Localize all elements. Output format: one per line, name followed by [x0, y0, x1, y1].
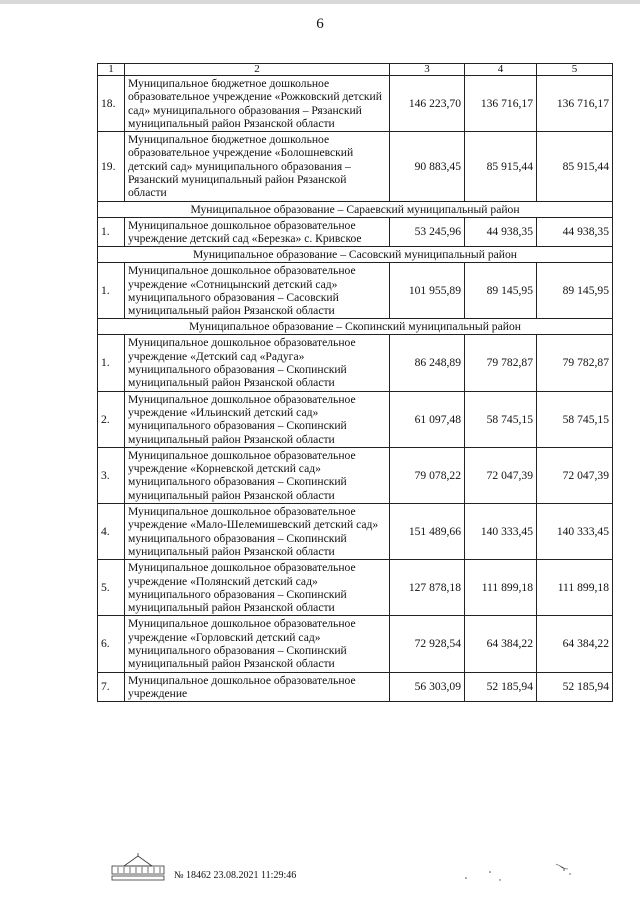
table-row [98, 616, 613, 672]
table-row [98, 76, 613, 132]
scan-marks-icon [460, 860, 580, 888]
value-col-5: 140 333,45 [537, 504, 613, 560]
table-row [98, 504, 613, 560]
section-row [98, 319, 613, 335]
section-row [98, 247, 613, 263]
value-col-4: 85 915,44 [465, 132, 537, 201]
section-title: Муниципальное образование – Сасовский муниципальный район [98, 247, 613, 263]
value-col-5: 79 782,87 [537, 335, 613, 391]
value-col-4: 44 938,35 [465, 217, 537, 247]
institution-name: Муниципальное бюджетное дошкольное образовательное учреждение «Рожковский детский сад» муниципального образования – Рязанский муниципальный район Рязанской области [125, 76, 390, 132]
table-row [98, 263, 613, 319]
value-col-5: 85 915,44 [537, 132, 613, 201]
institution-name: Муниципальное дошкольное образовательное учреждение «Ильинский детский сад» муниципального образования – Скопинский муниципальный район Рязанской области [125, 391, 390, 447]
value-col-3: 101 955,89 [390, 263, 465, 319]
row-number: 3. [98, 447, 125, 503]
row-number: 5. [98, 560, 125, 616]
value-col-5: 72 047,39 [537, 447, 613, 503]
section-title: Муниципальное образование – Сараевский муниципальный район [98, 201, 613, 217]
value-col-5: 136 716,17 [537, 76, 613, 132]
value-col-4: 140 333,45 [465, 504, 537, 560]
value-col-4: 89 145,95 [465, 263, 537, 319]
row-number: 2. [98, 391, 125, 447]
table-row [98, 391, 613, 447]
value-col-3: 90 883,45 [390, 132, 465, 201]
institution-name: Муниципальное бюджетное дошкольное образовательное учреждение «Болошневский детский сад» муниципального образования – Рязанский муниципальный район Рязанской области [125, 132, 390, 201]
row-number: 7. [98, 672, 125, 702]
value-col-5: 111 899,18 [537, 560, 613, 616]
section-row [98, 201, 613, 217]
value-col-3: 79 078,22 [390, 447, 465, 503]
header-cell-5: 5 [537, 64, 613, 76]
table-row [98, 672, 613, 702]
value-col-5: 89 145,95 [537, 263, 613, 319]
page-number: 6 [316, 16, 324, 32]
table-row [98, 335, 613, 391]
table-row [98, 560, 613, 616]
value-col-4: 72 047,39 [465, 447, 537, 503]
institution-name: Муниципальное дошкольное образовательное учреждение «Полянский детский сад» муниципального образования – Скопинский муниципальный район Рязанской области [125, 560, 390, 616]
value-col-3: 86 248,89 [390, 335, 465, 391]
institution-name: Муниципальное дошкольное образовательное учреждение «Сотницынский детский сад» муниципального образования – Сасовский муниципальный район Рязанской области [125, 263, 390, 319]
header-cell-2: 2 [125, 64, 390, 76]
scan-top-edge [0, 0, 640, 4]
row-number: 1. [98, 263, 125, 319]
institution-name: Муниципальное дошкольное образовательное учреждение детский сад «Березка» с. Кривское [125, 217, 390, 247]
value-col-5: 52 185,94 [537, 672, 613, 702]
value-col-3: 53 245,96 [390, 217, 465, 247]
value-col-4: 136 716,17 [465, 76, 537, 132]
value-col-3: 127 878,18 [390, 560, 465, 616]
table-row [98, 132, 613, 201]
value-col-5: 64 384,22 [537, 616, 613, 672]
value-col-3: 146 223,70 [390, 76, 465, 132]
value-col-4: 64 384,22 [465, 616, 537, 672]
row-number: 18. [98, 76, 125, 132]
institution-name: Муниципальное дошкольное образовательное учреждение «Мало-Шелемишевский детский сад» муниципального образования – Скопинский муниципальный район Рязанской области [125, 504, 390, 560]
value-col-4: 58 745,15 [465, 391, 537, 447]
institution-name: Муниципальное дошкольное образовательное учреждение [125, 672, 390, 702]
value-col-5: 58 745,15 [537, 391, 613, 447]
row-number: 1. [98, 217, 125, 247]
value-col-3: 56 303,09 [390, 672, 465, 702]
value-col-4: 111 899,18 [465, 560, 537, 616]
value-col-4: 79 782,87 [465, 335, 537, 391]
row-number: 1. [98, 335, 125, 391]
value-col-4: 52 185,94 [465, 672, 537, 702]
header-row [98, 64, 613, 76]
row-number: 4. [98, 504, 125, 560]
value-col-3: 61 097,48 [390, 391, 465, 447]
header-cell-3: 3 [390, 64, 465, 76]
section-title: Муниципальное образование – Скопинский муниципальный район [98, 319, 613, 335]
value-col-3: 151 489,66 [390, 504, 465, 560]
registry-stamp-icon [110, 852, 166, 882]
row-number: 19. [98, 132, 125, 201]
institution-name: Муниципальное дошкольное образовательное учреждение «Детский сад «Радуга» муниципального образования – Скопинский муниципальный район Рязанской области [125, 335, 390, 391]
header-cell-1: 1 [98, 64, 125, 76]
registration-stamp: № 18462 23.08.2021 11:29:46 [174, 870, 297, 881]
row-number: 6. [98, 616, 125, 672]
table-row [98, 217, 613, 247]
funding-table [97, 63, 613, 702]
footer [110, 852, 630, 892]
table-row [98, 447, 613, 503]
header-cell-4: 4 [465, 64, 537, 76]
value-col-3: 72 928,54 [390, 616, 465, 672]
value-col-5: 44 938,35 [537, 217, 613, 247]
institution-name: Муниципальное дошкольное образовательное учреждение «Корневской детский сад» муниципального образования – Скопинский муниципальный район Рязанской области [125, 447, 390, 503]
table-body [98, 64, 613, 702]
institution-name: Муниципальное дошкольное образовательное учреждение «Горловский детский сад» муниципального образования – Скопинский муниципальный район Рязанской области [125, 616, 390, 672]
